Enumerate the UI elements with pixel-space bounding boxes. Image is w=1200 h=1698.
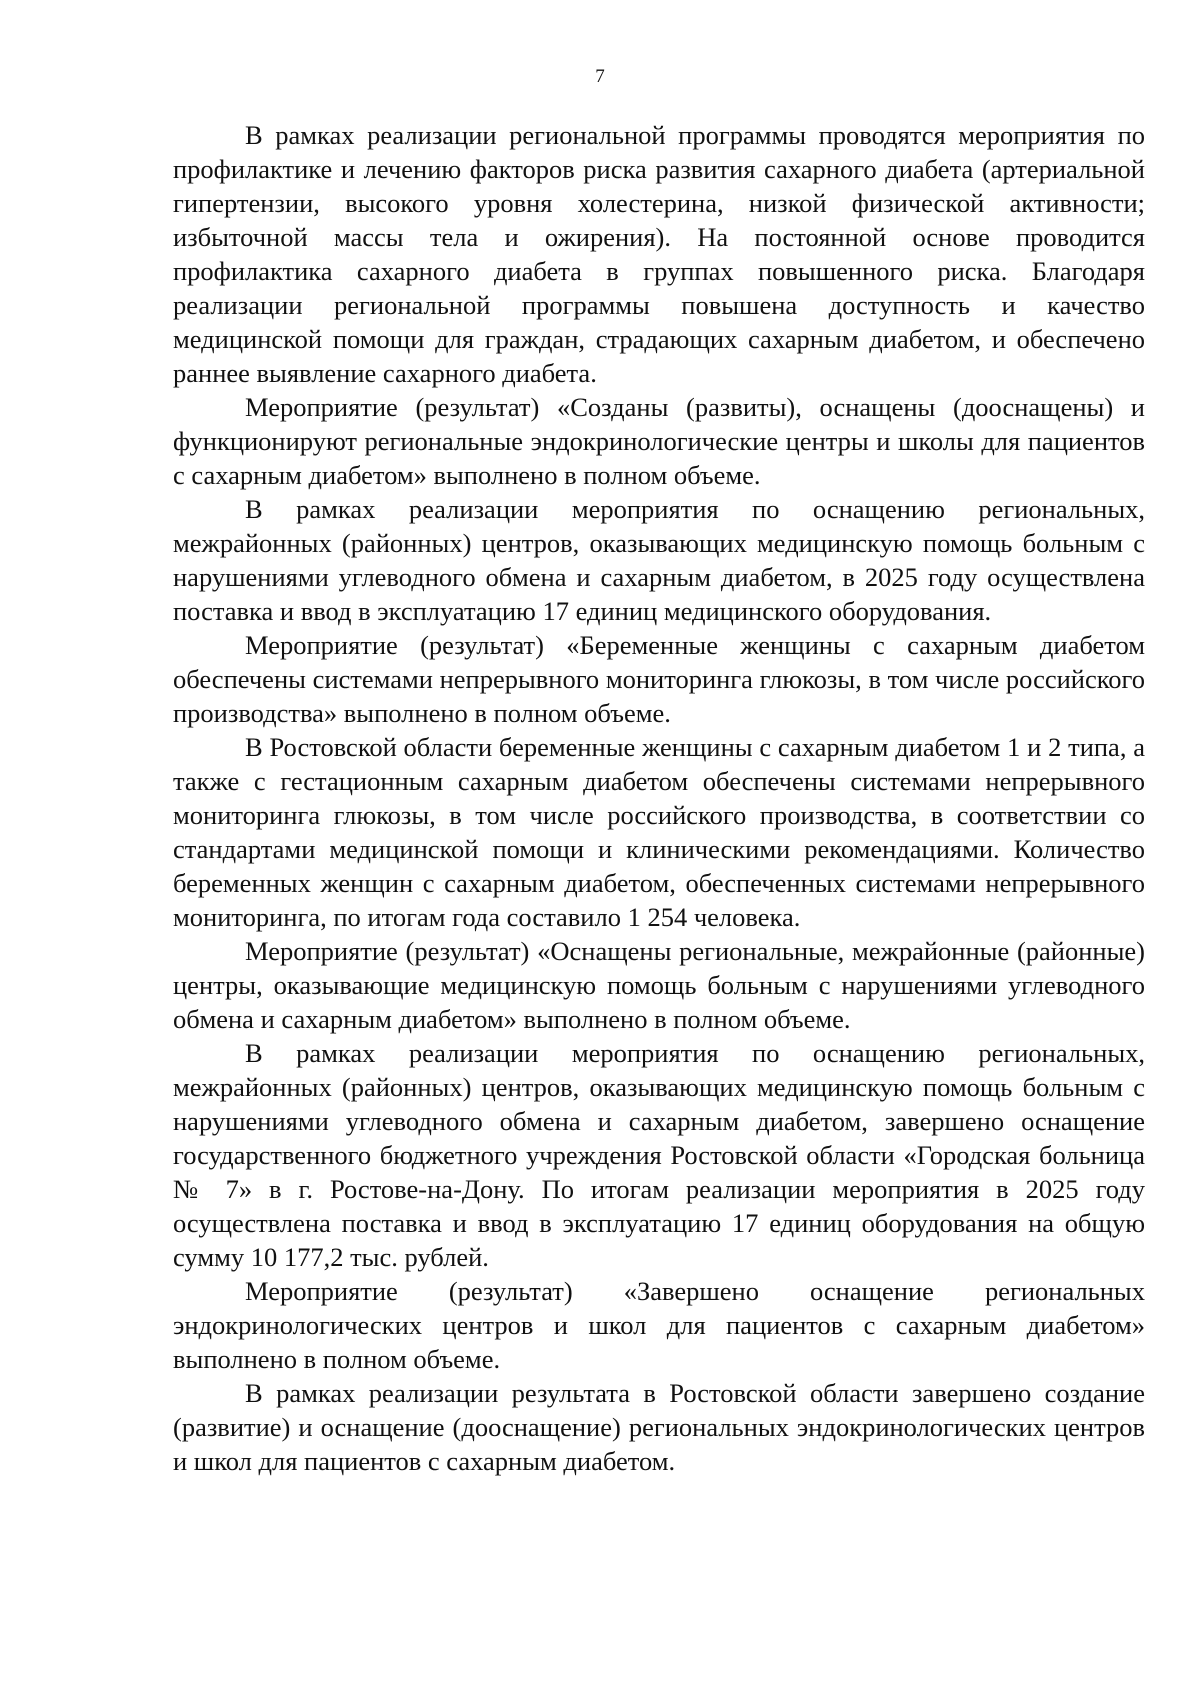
document-body (173, 118, 1145, 1478)
paragraph: Мероприятие (результат) «Завершено оснащение региональных эндокринологических центров и школ для пациентов с сахарным диабетом» выполнено в полном объеме. (173, 1276, 1145, 1374)
paragraph: Мероприятие (результат) «Созданы (развиты), оснащены (дооснащены) и функционируют региональные эндокринологические центры и школы для пациентов с сахарным диабетом» выполнено в полном объеме. (173, 392, 1145, 490)
paragraph: В рамках реализации мероприятия по оснащению региональных, межрайонных (районных) центров, оказывающих медицинскую помощь больным с нарушениями углеводного обмена и сахарным диабетом, в 2025 году осуществлена поставка и ввод в эксплуатацию 17 единиц медицинского оборудования. (173, 494, 1145, 626)
paragraph: В Ростовской области беременные женщины с сахарным диабетом 1 и 2 типа, а также с гестационным сахарным диабетом обеспечены системами непрерывного мониторинга глюкозы, в том числе российского производства, в соответствии со стандартами медицинской помощи и клиническими рекомендациями. Количество беременных женщин с сахарным диабетом, обеспеченных системами непрерывного мониторинга, по итогам года составило 1 254 человека. (173, 732, 1145, 932)
paragraph: В рамках реализации региональной программы проводятся мероприятия по профилактике и лечению факторов риска развития сахарного диабета (артериальной гипертензии, высокого уровня холестерина, низкой физической активности; избыточной массы тела и ожирения). На постоянной основе проводится профилактика сахарного диабета в группах повышенного риска. Благодаря реализации региональной программы повышена доступность и качество медицинской помощи для граждан, страдающих сахарным диабетом, и обеспечено раннее выявление сахарного диабета. (173, 120, 1145, 388)
paragraph: В рамках реализации результата в Ростовской области завершено создание (развитие) и оснащение (дооснащение) региональных эндокринологических центров и школ для пациентов с сахарным диабетом. (173, 1378, 1145, 1476)
page-number: 7 (595, 66, 605, 87)
paragraph: Мероприятие (результат) «Беременные женщины с сахарным диабетом обеспечены системами непрерывного мониторинга глюкозы, в том числе российского производства» выполнено в полном объеме. (173, 630, 1145, 728)
paragraph: Мероприятие (результат) «Оснащены региональные, межрайонные (районные) центры, оказывающие медицинскую помощь больным с нарушениями углеводного обмена и сахарным диабетом» выполнено в полном объеме. (173, 936, 1145, 1034)
paragraph: В рамках реализации мероприятия по оснащению региональных, межрайонных (районных) центров, оказывающих медицинскую помощь больным с нарушениями углеводного обмена и сахарным диабетом, завершено оснащение государственного бюджетного учреждения Ростовской области «Городская больница № 7» в г. Ростове-на-Дону. По итогам реализации мероприятия в 2025 году осуществлена поставка и ввод в эксплуатацию 17 единиц оборудования на общую сумму 10 177,2 тыс. рублей. (173, 1038, 1145, 1272)
